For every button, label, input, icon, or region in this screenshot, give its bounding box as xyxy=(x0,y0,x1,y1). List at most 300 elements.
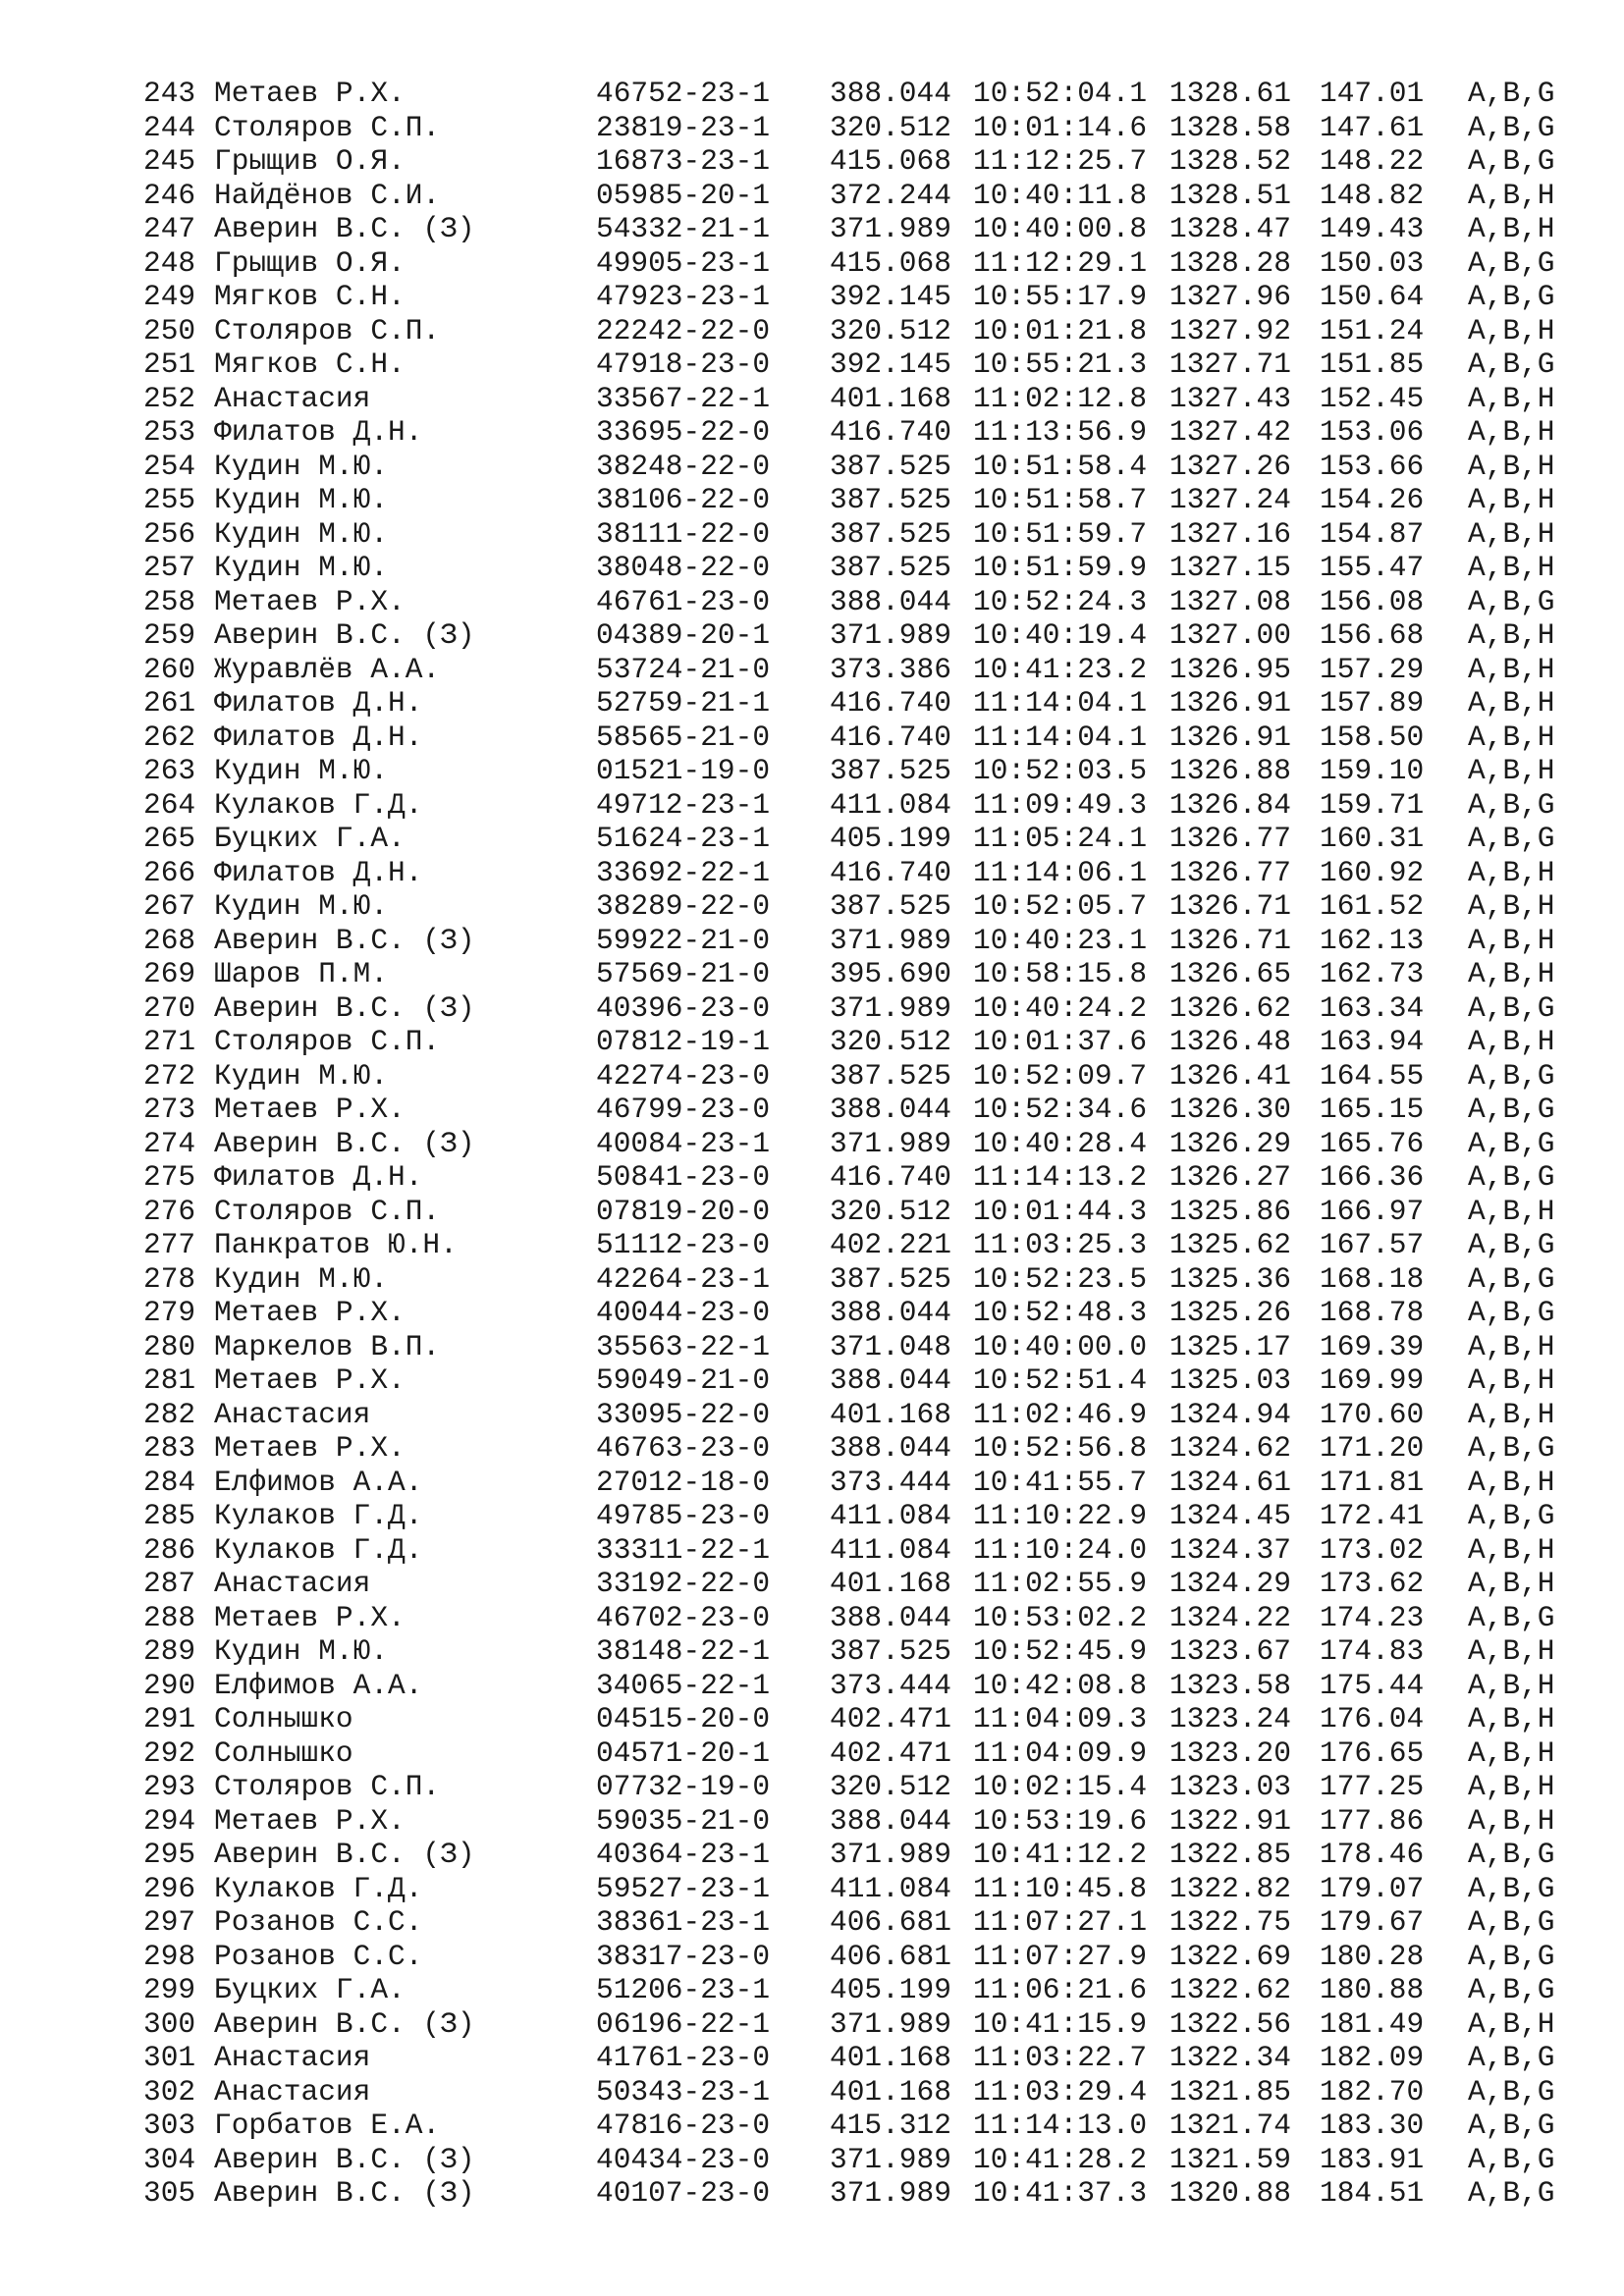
rank-cell: 293 xyxy=(143,1770,196,1803)
speed-cell: 1320.88 xyxy=(1169,2176,1291,2210)
speed-cell: 1327.92 xyxy=(1169,313,1291,347)
rank-cell: 265 xyxy=(143,822,196,855)
category-flags-cell: A,B,G xyxy=(1468,1296,1555,1329)
points-cell: 166.97 xyxy=(1320,1194,1425,1228)
category-flags-cell: A,B,G xyxy=(1468,245,1555,280)
speed-cell: 1323.67 xyxy=(1169,1634,1291,1668)
speed-cell: 1327.08 xyxy=(1169,584,1291,618)
arrival-time-cell: 10:40:00.0 xyxy=(973,1329,1148,1363)
speed-cell: 1326.91 xyxy=(1169,686,1291,720)
arrival-time-cell: 11:07:27.9 xyxy=(973,1939,1148,1973)
distance-cell: 388.044 xyxy=(830,584,951,618)
category-flags-cell: A,B,H xyxy=(1468,1465,1555,1499)
ring-number-cell: 49905-23-1 xyxy=(596,245,771,280)
rank-cell: 246 xyxy=(143,178,196,212)
ring-number-cell: 51112-23-0 xyxy=(596,1228,771,1261)
participant-name-cell: Филатов Д.Н. xyxy=(214,720,423,754)
category-flags-cell: A,B,H xyxy=(1468,1567,1555,1600)
speed-cell: 1324.94 xyxy=(1169,1397,1291,1431)
points-cell: 183.91 xyxy=(1320,2142,1425,2176)
points-cell: 162.73 xyxy=(1320,957,1425,990)
category-flags-cell: A,B,H xyxy=(1468,855,1555,889)
participant-name-cell: Филатов Д.Н. xyxy=(214,415,423,449)
participant-name-cell: Кудин М.Ю. xyxy=(214,551,389,584)
rank-cell: 281 xyxy=(143,1363,196,1397)
rank-cell: 261 xyxy=(143,686,196,720)
speed-cell: 1322.69 xyxy=(1169,1939,1291,1973)
distance-cell: 401.168 xyxy=(830,381,951,415)
ring-number-cell: 22242-22-0 xyxy=(596,313,771,347)
speed-cell: 1326.65 xyxy=(1169,957,1291,990)
arrival-time-cell: 10:41:23.2 xyxy=(973,652,1148,686)
points-cell: 163.34 xyxy=(1320,990,1425,1025)
rank-cell: 260 xyxy=(143,652,196,686)
rank-cell: 300 xyxy=(143,2006,196,2041)
points-cell: 175.44 xyxy=(1320,1668,1425,1702)
distance-cell: 401.168 xyxy=(830,2041,951,2074)
arrival-time-cell: 10:52:48.3 xyxy=(973,1296,1148,1329)
arrival-time-cell: 11:04:09.3 xyxy=(973,1702,1148,1735)
points-cell: 174.23 xyxy=(1320,1600,1425,1634)
ring-number-cell: 40434-23-0 xyxy=(596,2142,771,2176)
participant-name-cell: Анастасия xyxy=(214,1397,371,1431)
category-flags-cell: A,B,G xyxy=(1468,1058,1555,1093)
rank-cell: 248 xyxy=(143,245,196,280)
distance-cell: 320.512 xyxy=(830,1194,951,1228)
ring-number-cell: 54332-21-1 xyxy=(596,212,771,245)
points-cell: 182.09 xyxy=(1320,2041,1425,2074)
points-cell: 160.92 xyxy=(1320,855,1425,889)
speed-cell: 1322.82 xyxy=(1169,1871,1291,1905)
participant-name-cell: Метаев Р.Х. xyxy=(214,584,406,618)
arrival-time-cell: 10:40:11.8 xyxy=(973,178,1148,212)
speed-cell: 1326.48 xyxy=(1169,1025,1291,1058)
category-flags-cell: A,B,H xyxy=(1468,1363,1555,1397)
speed-cell: 1327.26 xyxy=(1169,449,1291,483)
distance-cell: 387.525 xyxy=(830,483,951,516)
points-cell: 170.60 xyxy=(1320,1397,1425,1431)
distance-cell: 320.512 xyxy=(830,1770,951,1803)
arrival-time-cell: 10:41:12.2 xyxy=(973,1838,1148,1871)
rank-cell: 266 xyxy=(143,855,196,889)
rank-cell: 264 xyxy=(143,787,196,822)
participant-name-cell: Филатов Д.Н. xyxy=(214,1160,423,1194)
distance-cell: 371.989 xyxy=(830,2176,951,2210)
arrival-time-cell: 10:52:45.9 xyxy=(973,1634,1148,1668)
arrival-time-cell: 11:12:29.1 xyxy=(973,245,1148,280)
ring-number-cell: 33695-22-0 xyxy=(596,415,771,449)
speed-cell: 1324.61 xyxy=(1169,1465,1291,1499)
ring-number-cell: 04571-20-1 xyxy=(596,1735,771,1770)
arrival-time-cell: 10:51:58.7 xyxy=(973,483,1148,516)
arrival-time-cell: 10:01:21.8 xyxy=(973,313,1148,347)
speed-cell: 1326.62 xyxy=(1169,990,1291,1025)
category-flags-cell: A,B,G xyxy=(1468,1973,1555,2006)
category-flags-cell: A,B,H xyxy=(1468,449,1555,483)
participant-name-cell: Метаев Р.Х. xyxy=(214,77,406,110)
arrival-time-cell: 11:13:56.9 xyxy=(973,415,1148,449)
participant-name-cell: Анастасия xyxy=(214,1567,371,1600)
ring-number-cell: 59527-23-1 xyxy=(596,1871,771,1905)
distance-cell: 320.512 xyxy=(830,110,951,144)
distance-cell: 388.044 xyxy=(830,1600,951,1634)
category-flags-cell: A,B,G xyxy=(1468,1160,1555,1194)
ring-number-cell: 27012-18-0 xyxy=(596,1465,771,1499)
participant-name-cell: Кулаков Г.Д. xyxy=(214,1499,423,1532)
rank-cell: 262 xyxy=(143,720,196,754)
speed-cell: 1328.52 xyxy=(1169,144,1291,178)
category-flags-cell: A,B,G xyxy=(1468,1126,1555,1160)
arrival-time-cell: 10:52:24.3 xyxy=(973,584,1148,618)
arrival-time-cell: 10:52:23.5 xyxy=(973,1261,1148,1296)
category-flags-cell: A,B,G xyxy=(1468,2142,1555,2176)
points-cell: 180.88 xyxy=(1320,1973,1425,2006)
participant-name-cell: Аверин В.С. (З) xyxy=(214,923,475,957)
category-flags-cell: A,B,H xyxy=(1468,957,1555,990)
points-cell: 165.76 xyxy=(1320,1126,1425,1160)
arrival-time-cell: 10:02:15.4 xyxy=(973,1770,1148,1803)
points-cell: 171.20 xyxy=(1320,1431,1425,1465)
speed-cell: 1326.77 xyxy=(1169,822,1291,855)
participant-name-cell: Столяров С.П. xyxy=(214,1194,441,1228)
rank-cell: 247 xyxy=(143,212,196,245)
distance-cell: 415.312 xyxy=(830,2109,951,2142)
category-flags-cell: A,B,G xyxy=(1468,1228,1555,1261)
rank-cell: 290 xyxy=(143,1668,196,1702)
rank-cell: 274 xyxy=(143,1126,196,1160)
rank-cell: 296 xyxy=(143,1871,196,1905)
points-cell: 147.61 xyxy=(1320,110,1425,144)
arrival-time-cell: 10:58:15.8 xyxy=(973,957,1148,990)
distance-cell: 320.512 xyxy=(830,1025,951,1058)
speed-cell: 1328.51 xyxy=(1169,178,1291,212)
arrival-time-cell: 10:52:34.6 xyxy=(973,1093,1148,1126)
arrival-time-cell: 10:52:56.8 xyxy=(973,1431,1148,1465)
distance-cell: 416.740 xyxy=(830,415,951,449)
ring-number-cell: 46702-23-0 xyxy=(596,1600,771,1634)
arrival-time-cell: 11:12:25.7 xyxy=(973,144,1148,178)
speed-cell: 1321.85 xyxy=(1169,2074,1291,2109)
distance-cell: 387.525 xyxy=(830,1261,951,1296)
points-cell: 172.41 xyxy=(1320,1499,1425,1532)
arrival-time-cell: 10:52:51.4 xyxy=(973,1363,1148,1397)
category-flags-cell: A,B,H xyxy=(1468,686,1555,720)
ring-number-cell: 05985-20-1 xyxy=(596,178,771,212)
points-cell: 148.22 xyxy=(1320,144,1425,178)
points-cell: 166.36 xyxy=(1320,1160,1425,1194)
ring-number-cell: 40364-23-1 xyxy=(596,1838,771,1871)
arrival-time-cell: 11:07:27.1 xyxy=(973,1905,1148,1939)
rank-cell: 275 xyxy=(143,1160,196,1194)
speed-cell: 1325.86 xyxy=(1169,1194,1291,1228)
rank-cell: 302 xyxy=(143,2074,196,2109)
category-flags-cell: A,B,H xyxy=(1468,1025,1555,1058)
arrival-time-cell: 11:05:24.1 xyxy=(973,822,1148,855)
participant-name-cell: Буцких Г.А. xyxy=(214,822,406,855)
distance-cell: 416.740 xyxy=(830,1160,951,1194)
participant-name-cell: Филатов Д.Н. xyxy=(214,855,423,889)
distance-cell: 395.690 xyxy=(830,957,951,990)
distance-cell: 388.044 xyxy=(830,1296,951,1329)
arrival-time-cell: 10:40:24.2 xyxy=(973,990,1148,1025)
rank-cell: 287 xyxy=(143,1567,196,1600)
participant-name-cell: Столяров С.П. xyxy=(214,1025,441,1058)
participant-name-cell: Мягков С.Н. xyxy=(214,347,406,381)
participant-name-cell: Кулаков Г.Д. xyxy=(214,1871,423,1905)
rank-cell: 253 xyxy=(143,415,196,449)
category-flags-cell: A,B,G xyxy=(1468,1600,1555,1634)
participant-name-cell: Кудин М.Ю. xyxy=(214,1058,389,1093)
arrival-time-cell: 10:41:28.2 xyxy=(973,2142,1148,2176)
rank-cell: 289 xyxy=(143,1634,196,1668)
arrival-time-cell: 11:14:04.1 xyxy=(973,686,1148,720)
speed-cell: 1327.15 xyxy=(1169,551,1291,584)
ring-number-cell: 59035-21-0 xyxy=(596,1803,771,1838)
category-flags-cell: A,B,G xyxy=(1468,2176,1555,2210)
ring-number-cell: 33192-22-0 xyxy=(596,1567,771,1600)
rank-cell: 243 xyxy=(143,77,196,110)
ring-number-cell: 07819-20-0 xyxy=(596,1194,771,1228)
arrival-time-cell: 10:52:04.1 xyxy=(973,77,1148,110)
distance-cell: 392.145 xyxy=(830,347,951,381)
points-cell: 167.57 xyxy=(1320,1228,1425,1261)
distance-cell: 392.145 xyxy=(830,280,951,313)
distance-cell: 406.681 xyxy=(830,1939,951,1973)
speed-cell: 1324.45 xyxy=(1169,1499,1291,1532)
category-flags-cell: A,B,G xyxy=(1468,1261,1555,1296)
ring-number-cell: 47816-23-0 xyxy=(596,2109,771,2142)
speed-cell: 1326.77 xyxy=(1169,855,1291,889)
arrival-time-cell: 11:04:09.9 xyxy=(973,1735,1148,1770)
category-flags-cell: A,B,H xyxy=(1468,516,1555,551)
rank-cell: 255 xyxy=(143,483,196,516)
arrival-time-cell: 10:01:44.3 xyxy=(973,1194,1148,1228)
ring-number-cell: 35563-22-1 xyxy=(596,1329,771,1363)
arrival-time-cell: 10:53:02.2 xyxy=(973,1600,1148,1634)
points-cell: 174.83 xyxy=(1320,1634,1425,1668)
points-cell: 159.71 xyxy=(1320,787,1425,822)
arrival-time-cell: 11:10:45.8 xyxy=(973,1871,1148,1905)
ring-number-cell: 41761-23-0 xyxy=(596,2041,771,2074)
distance-cell: 388.044 xyxy=(830,1093,951,1126)
arrival-time-cell: 11:09:49.3 xyxy=(973,787,1148,822)
speed-cell: 1326.71 xyxy=(1169,889,1291,923)
participant-name-cell: Мягков С.Н. xyxy=(214,280,406,313)
points-cell: 179.07 xyxy=(1320,1871,1425,1905)
participant-name-cell: Метаев Р.Х. xyxy=(214,1363,406,1397)
category-flags-cell: A,B,H xyxy=(1468,1194,1555,1228)
ring-number-cell: 38111-22-0 xyxy=(596,516,771,551)
participant-name-cell: Филатов Д.Н. xyxy=(214,686,423,720)
speed-cell: 1324.29 xyxy=(1169,1567,1291,1600)
category-flags-cell: A,B,H xyxy=(1468,754,1555,787)
distance-cell: 388.044 xyxy=(830,77,951,110)
arrival-time-cell: 11:10:22.9 xyxy=(973,1499,1148,1532)
category-flags-cell: A,B,G xyxy=(1468,787,1555,822)
rank-cell: 252 xyxy=(143,381,196,415)
ring-number-cell: 59922-21-0 xyxy=(596,923,771,957)
arrival-time-cell: 11:14:13.0 xyxy=(973,2109,1148,2142)
arrival-time-cell: 10:41:15.9 xyxy=(973,2006,1148,2041)
rank-cell: 292 xyxy=(143,1735,196,1770)
points-cell: 158.50 xyxy=(1320,720,1425,754)
distance-cell: 371.989 xyxy=(830,2006,951,2041)
participant-name-cell: Метаев Р.Х. xyxy=(214,1431,406,1465)
ring-number-cell: 07732-19-0 xyxy=(596,1770,771,1803)
distance-cell: 415.068 xyxy=(830,144,951,178)
speed-cell: 1326.27 xyxy=(1169,1160,1291,1194)
distance-cell: 406.681 xyxy=(830,1905,951,1939)
points-cell: 163.94 xyxy=(1320,1025,1425,1058)
category-flags-cell: A,B,H xyxy=(1468,178,1555,212)
arrival-time-cell: 10:41:37.3 xyxy=(973,2176,1148,2210)
points-cell: 165.15 xyxy=(1320,1093,1425,1126)
arrival-time-cell: 10:40:28.4 xyxy=(973,1126,1148,1160)
participant-name-cell: Кудин М.Ю. xyxy=(214,449,389,483)
rank-cell: 295 xyxy=(143,1838,196,1871)
points-cell: 153.06 xyxy=(1320,415,1425,449)
arrival-time-cell: 10:40:19.4 xyxy=(973,618,1148,652)
speed-cell: 1323.24 xyxy=(1169,1702,1291,1735)
points-cell: 151.24 xyxy=(1320,313,1425,347)
distance-cell: 373.444 xyxy=(830,1668,951,1702)
points-cell: 168.18 xyxy=(1320,1261,1425,1296)
ring-number-cell: 33692-22-1 xyxy=(596,855,771,889)
rank-cell: 303 xyxy=(143,2109,196,2142)
rank-cell: 305 xyxy=(143,2176,196,2210)
participant-name-cell: Анастасия xyxy=(214,381,371,415)
points-cell: 157.89 xyxy=(1320,686,1425,720)
rank-cell: 259 xyxy=(143,618,196,652)
ring-number-cell: 38148-22-1 xyxy=(596,1634,771,1668)
distance-cell: 387.525 xyxy=(830,754,951,787)
ring-number-cell: 23819-23-1 xyxy=(596,110,771,144)
distance-cell: 388.044 xyxy=(830,1363,951,1397)
speed-cell: 1323.20 xyxy=(1169,1735,1291,1770)
distance-cell: 371.989 xyxy=(830,2142,951,2176)
distance-cell: 387.525 xyxy=(830,516,951,551)
ring-number-cell: 52759-21-1 xyxy=(596,686,771,720)
category-flags-cell: A,B,G xyxy=(1468,110,1555,144)
points-cell: 177.86 xyxy=(1320,1803,1425,1838)
speed-cell: 1327.16 xyxy=(1169,516,1291,551)
participant-name-cell: Елфимов А.А. xyxy=(214,1668,423,1702)
ring-number-cell: 40107-23-0 xyxy=(596,2176,771,2210)
points-cell: 153.66 xyxy=(1320,449,1425,483)
distance-cell: 387.525 xyxy=(830,551,951,584)
speed-cell: 1326.88 xyxy=(1169,754,1291,787)
ring-number-cell: 49712-23-1 xyxy=(596,787,771,822)
rank-cell: 291 xyxy=(143,1702,196,1735)
ring-number-cell: 51206-23-1 xyxy=(596,1973,771,2006)
ring-number-cell: 38106-22-0 xyxy=(596,483,771,516)
category-flags-cell: A,B,H xyxy=(1468,923,1555,957)
rank-cell: 256 xyxy=(143,516,196,551)
rank-cell: 268 xyxy=(143,923,196,957)
participant-name-cell: Елфимов А.А. xyxy=(214,1465,423,1499)
arrival-time-cell: 11:14:06.1 xyxy=(973,855,1148,889)
ring-number-cell: 38048-22-0 xyxy=(596,551,771,584)
speed-cell: 1327.42 xyxy=(1169,415,1291,449)
category-flags-cell: A,B,G xyxy=(1468,990,1555,1025)
distance-cell: 402.221 xyxy=(830,1228,951,1261)
rank-cell: 284 xyxy=(143,1465,196,1499)
rank-cell: 280 xyxy=(143,1329,196,1363)
participant-name-cell: Кудин М.Ю. xyxy=(214,1634,389,1668)
arrival-time-cell: 10:52:09.7 xyxy=(973,1058,1148,1093)
points-cell: 152.45 xyxy=(1320,381,1425,415)
participant-name-cell: Кулаков Г.Д. xyxy=(214,1532,423,1567)
rank-cell: 286 xyxy=(143,1532,196,1567)
speed-cell: 1326.84 xyxy=(1169,787,1291,822)
ring-number-cell: 04389-20-1 xyxy=(596,618,771,652)
participant-name-cell: Метаев Р.Х. xyxy=(214,1093,406,1126)
ring-number-cell: 04515-20-0 xyxy=(596,1702,771,1735)
speed-cell: 1325.03 xyxy=(1169,1363,1291,1397)
speed-cell: 1327.00 xyxy=(1169,618,1291,652)
participant-name-cell: Аверин В.С. (З) xyxy=(214,212,475,245)
distance-cell: 401.168 xyxy=(830,1397,951,1431)
distance-cell: 402.471 xyxy=(830,1702,951,1735)
participant-name-cell: Солнышко xyxy=(214,1735,353,1770)
speed-cell: 1326.91 xyxy=(1169,720,1291,754)
arrival-time-cell: 11:03:22.7 xyxy=(973,2041,1148,2074)
points-cell: 162.13 xyxy=(1320,923,1425,957)
arrival-time-cell: 10:40:23.1 xyxy=(973,923,1148,957)
category-flags-cell: A,B,G xyxy=(1468,77,1555,110)
arrival-time-cell: 10:01:14.6 xyxy=(973,110,1148,144)
speed-cell: 1324.62 xyxy=(1169,1431,1291,1465)
ring-number-cell: 38361-23-1 xyxy=(596,1905,771,1939)
rank-cell: 250 xyxy=(143,313,196,347)
category-flags-cell: A,B,G xyxy=(1468,1939,1555,1973)
speed-cell: 1327.43 xyxy=(1169,381,1291,415)
points-cell: 154.26 xyxy=(1320,483,1425,516)
participant-name-cell: Найдёнов С.И. xyxy=(214,178,441,212)
rank-cell: 258 xyxy=(143,584,196,618)
rank-cell: 297 xyxy=(143,1905,196,1939)
participant-name-cell: Метаев Р.Х. xyxy=(214,1296,406,1329)
points-cell: 181.49 xyxy=(1320,2006,1425,2041)
distance-cell: 371.989 xyxy=(830,990,951,1025)
points-cell: 169.39 xyxy=(1320,1329,1425,1363)
speed-cell: 1326.95 xyxy=(1169,652,1291,686)
participant-name-cell: Аверин В.С. (З) xyxy=(214,1126,475,1160)
distance-cell: 371.989 xyxy=(830,212,951,245)
arrival-time-cell: 11:03:29.4 xyxy=(973,2074,1148,2109)
participant-name-cell: Грыщив О.Я. xyxy=(214,245,406,280)
arrival-time-cell: 10:42:08.8 xyxy=(973,1668,1148,1702)
points-cell: 179.67 xyxy=(1320,1905,1425,1939)
rank-cell: 249 xyxy=(143,280,196,313)
participant-name-cell: Столяров С.П. xyxy=(214,1770,441,1803)
category-flags-cell: A,B,H xyxy=(1468,1634,1555,1668)
participant-name-cell: Столяров С.П. xyxy=(214,313,441,347)
participant-name-cell: Аверин В.С. (З) xyxy=(214,2142,475,2176)
participant-name-cell: Журавлёв А.А. xyxy=(214,652,441,686)
category-flags-cell: A,B,H xyxy=(1468,1532,1555,1567)
rank-cell: 301 xyxy=(143,2041,196,2074)
arrival-time-cell: 10:51:59.9 xyxy=(973,551,1148,584)
category-flags-cell: A,B,G xyxy=(1468,1431,1555,1465)
ring-number-cell: 53724-21-0 xyxy=(596,652,771,686)
rank-cell: 254 xyxy=(143,449,196,483)
speed-cell: 1325.26 xyxy=(1169,1296,1291,1329)
distance-cell: 387.525 xyxy=(830,449,951,483)
participant-name-cell: Маркелов В.П. xyxy=(214,1329,441,1363)
speed-cell: 1324.22 xyxy=(1169,1600,1291,1634)
participant-name-cell: Буцких Г.А. xyxy=(214,1973,406,2006)
